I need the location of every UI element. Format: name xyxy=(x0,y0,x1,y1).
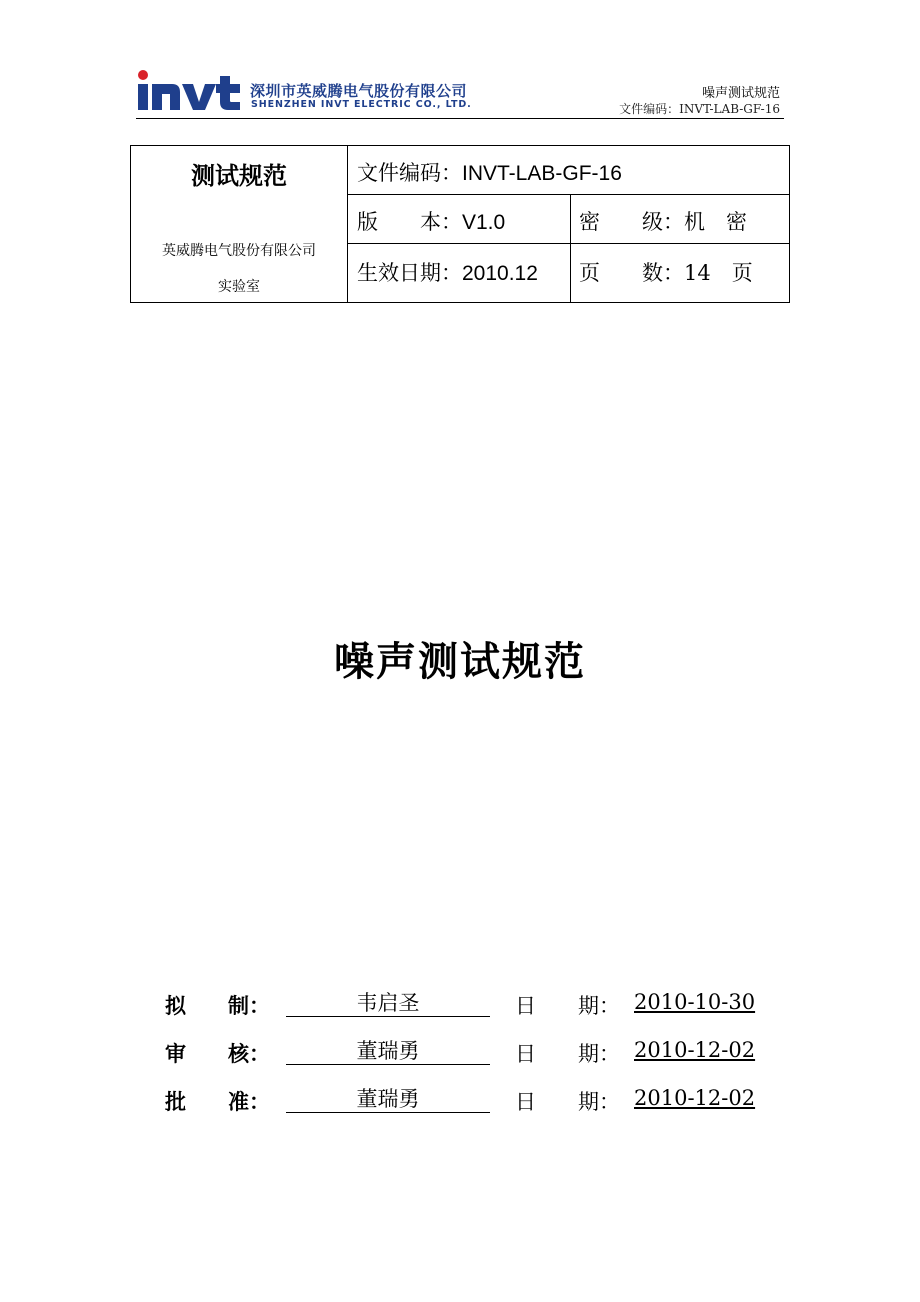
page-count-row xyxy=(579,257,753,287)
version-value: V1.0 xyxy=(462,211,506,234)
spec-category-title: 测试规范 xyxy=(191,162,287,190)
effective-date-value: 2010.12 xyxy=(462,262,538,285)
signoff-date: 2010-12-02 xyxy=(634,1086,756,1110)
security-value: 机 密 xyxy=(684,210,747,234)
signoff-name: 韦启圣 xyxy=(286,990,490,1017)
table-divider xyxy=(347,146,348,303)
doc-code-row xyxy=(357,157,622,187)
table-divider xyxy=(347,243,790,244)
page-count-value: 14 页 xyxy=(684,261,753,285)
signoff-date-label: 日 期： xyxy=(515,994,620,1018)
security-row xyxy=(579,206,747,236)
effective-date-label: 生效日期： xyxy=(357,261,462,285)
lab-name: 实验室 xyxy=(218,279,260,295)
company-name-cn: 深圳市英威腾电气股份有限公司 xyxy=(250,82,468,100)
signoff-date-label: 日 期： xyxy=(515,1042,620,1066)
organization-name: 英威腾电气股份有限公司 xyxy=(162,243,316,259)
version-row xyxy=(357,206,505,236)
header-doc-title: 噪声测试规范 xyxy=(701,86,780,101)
effective-date-row xyxy=(357,257,538,287)
version-label: 版 本： xyxy=(357,210,462,234)
company-name-en: SHENZHEN INVT ELECTRIC CO., LTD. xyxy=(251,99,472,110)
signoff-label: 批 准： xyxy=(165,1089,270,1114)
invt-logo xyxy=(136,66,246,112)
signoff-name: 董瑞勇 xyxy=(286,1086,490,1113)
security-label: 密 级： xyxy=(579,210,684,234)
doc-code-label: 文件编码： xyxy=(357,161,462,185)
table-divider xyxy=(570,194,571,303)
signoff-label: 拟 制： xyxy=(165,993,270,1018)
table-divider xyxy=(347,194,790,195)
header-divider xyxy=(136,118,784,119)
signoff-name: 董瑞勇 xyxy=(286,1038,490,1065)
signoff-date-label: 日 期： xyxy=(515,1090,620,1114)
signoff-date: 2010-12-02 xyxy=(634,1038,756,1062)
signoff-date: 2010-10-30 xyxy=(634,990,756,1014)
document-main-title: 噪声测试规范 xyxy=(334,639,586,685)
page-header xyxy=(136,62,784,120)
document-info-table xyxy=(130,145,790,303)
page-count-label: 页 数： xyxy=(579,261,684,285)
signoff-label: 审 核： xyxy=(165,1041,270,1066)
header-doc-code: 文件编码：INVT-LAB-GF-16 xyxy=(619,102,780,116)
doc-code-value: INVT-LAB-GF-16 xyxy=(462,162,622,185)
